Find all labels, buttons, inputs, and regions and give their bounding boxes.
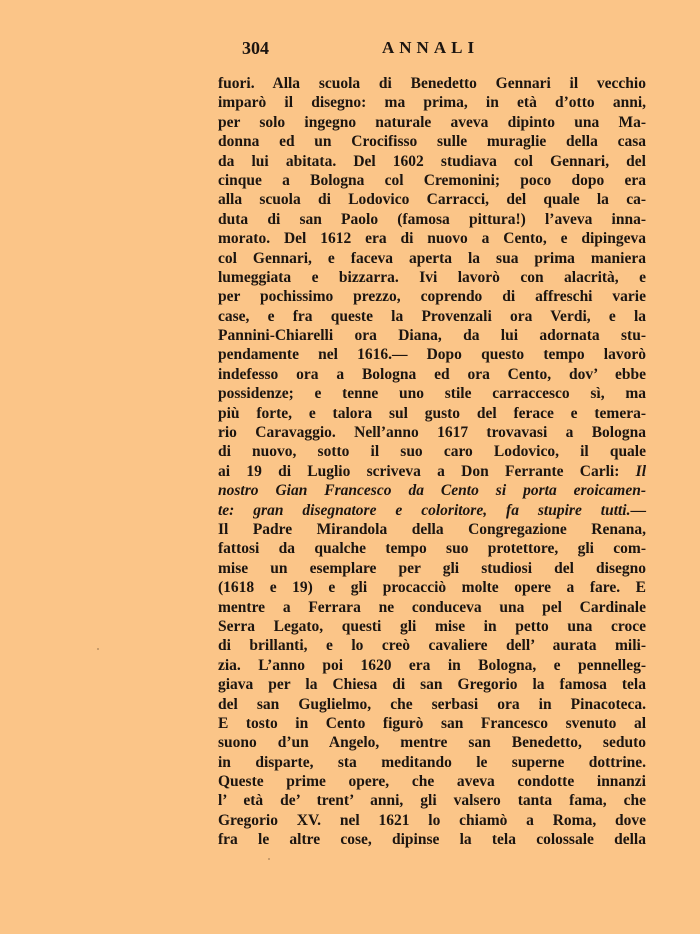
text-line: in disparte, sta meditando le superne dottrine. (218, 753, 646, 771)
text-line: Il Padre Mirandola della Congregazione Renana, (218, 520, 646, 538)
text-line: zia. L’anno poi 1620 era in Bologna, e pennelleg- (218, 656, 646, 674)
text-line: fuori. Alla scuola di Benedetto Gennari il vecchio (218, 75, 646, 92)
text-line: alla scuola di Lodovico Carracci, del quale la ca- (218, 191, 646, 209)
text-line: mentre a Ferrara ne conduceva una pel Cardinale (218, 598, 646, 616)
text-line: da lui abitata. Del 1602 studiava col Gennari, del (218, 152, 646, 170)
italic-segment: te: gran disegnatore e coloritore, fa stupire tutti. (218, 501, 631, 519)
text-line: duta di san Paolo (famosa pittura!) l’aveva inna- (218, 210, 646, 228)
page-number: 304 (242, 38, 269, 58)
text-line: indefesso ora a Bologna ed ora Cento, dov’ ebbe (218, 365, 646, 383)
text-line: donna ed un Crocifisso sulle muraglie della casa (218, 133, 646, 151)
text-line: fattosi da qualche tempo suo protettore, gli com- (218, 540, 646, 558)
text-segment: — (630, 501, 646, 519)
text-line (218, 501, 646, 520)
italic-segment: Il (635, 462, 646, 480)
text-line: pendamente nel 1616.— Dopo questo tempo lavorò (218, 346, 646, 364)
text-line: del san Guglielmo, che serbasi ora in Pinacoteca. (218, 695, 646, 713)
text-line: morato. Del 1612 era di nuovo a Cento, e dipingeva (218, 230, 646, 248)
text-line: mise un esemplare per gli studiosi del disegno (218, 559, 646, 577)
running-title: ANNALI (382, 38, 480, 57)
text-line: fra le altre cose, dipinse la tela colossale della (218, 831, 646, 849)
text-line: Gregorio XV. nel 1621 lo chiamò a Roma, dove (218, 811, 646, 829)
text-line: Serra Legato, questi gli mise in petto una croce (218, 617, 646, 635)
text-line (218, 462, 646, 481)
text-line: giava per la Chiesa di san Gregorio la famosa tela (218, 676, 646, 694)
text-line: per pochissimo prezzo, coprendo di affreschi varie (218, 288, 646, 306)
text-line: Pannini-Chiarelli ora Diana, da lui adornata stu- (218, 327, 646, 345)
text-line: di brillanti, e lo creò cavaliere dell’ aurata mili- (218, 637, 646, 655)
text-line: lumeggiata e bizzarra. Ivi lavorò con alacrità, e (218, 268, 646, 286)
text-line: col Gennari, e faceva aperta la sua prima maniera (218, 249, 646, 267)
body-text (218, 74, 646, 850)
text-line: possidenze; e tenne uno stile carraccesco sì, ma (218, 385, 646, 403)
text-line: di nuovo, sotto il suo caro Lodovico, il quale (218, 443, 646, 461)
text-line: più forte, e talora sul gusto del ferace e temera- (218, 404, 646, 422)
italic-segment: nostro Gian Francesco da Cento si porta eroicamen- (218, 482, 646, 500)
text-line: E tosto in Cento figurò san Francesco svenuto al (218, 714, 646, 732)
text-line: case, e fra queste la Provenzali ora Verdi, e la (218, 307, 646, 325)
text-line: rio Caravaggio. Nell’anno 1617 trovavasi a Bologna (218, 424, 646, 442)
text-line: cinque a Bologna col Cremonini; poco dopo era (218, 171, 646, 189)
text-line: suono d’un Angelo, mentre san Benedetto, seduto (218, 734, 646, 752)
text-line: (1618 e 19) e gli procacciò molte opere a fare. E (218, 579, 646, 597)
page-header (242, 38, 642, 62)
paper-speck (268, 858, 270, 860)
text-line: l’ età de’ trent’ anni, gli valsero tanta fama, che (218, 792, 646, 810)
text-line: per solo ingegno naturale aveva dipinto una Ma- (218, 113, 646, 131)
text-line: imparò il disegno: ma prima, in età d’otto anni, (218, 94, 646, 112)
text-line: Queste prime opere, che aveva condotte innanzi (218, 773, 646, 791)
text-line (218, 481, 646, 500)
paper-speck (97, 648, 99, 650)
text-segment: ai 19 di Luglio scriveva a Don Ferrante Carli: (218, 462, 636, 480)
